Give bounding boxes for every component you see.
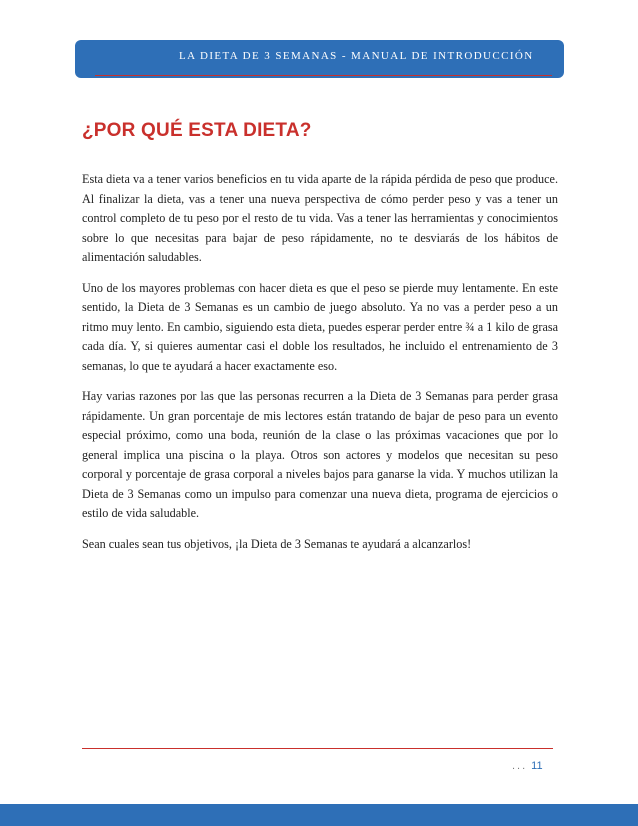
header-bar [75, 40, 564, 78]
paragraph-4: Sean cuales sean tus objetivos, ¡la Dieta de 3 Semanas te ayudará a alcanzarlos! [82, 536, 472, 551]
paragraph-1: Esta dieta va a tener varios beneficios en tu vida aparte de la rápida pérdida de peso que produce. Al finalizar la dieta, vas a tener una nueva perspectiva de cómo perder peso y vas a tener un control completo de tu peso por el resto de tu vida. Vas a tener las herramientas y conocimientos sobre lo que necesitas para bajar de peso rápidamente, no te desviarás de los hábitos de alimentación saludables. [82, 172, 558, 264]
header-title: LA DIETA DE 3 SEMANAS - MANUAL DE INTRODUCCIÓN [179, 50, 534, 62]
paragraph-2: Uno de los mayores problemas con hacer dieta es que el peso se pierde muy lentamente. En este sentido, la Dieta de 3 Semanas es un cambio de juego absoluto. Ya no vas a perder peso a un ritmo muy lento. En cambio, siguiendo esta dieta, puedes esperar perder entre ¾ a 1 kilo de grasa cada día. Y, si quieres aumentar casi el doble los resultados, he incluido el entrenamiento de 3 semanas, lo que te ayudará a hacer exactamente eso. [82, 280, 558, 373]
paragraph-3: Hay varias razones por las que las personas recurren a la Dieta de 3 Semanas para perder grasa rápidamente. Un gran porcentaje de mis lectores están tratando de bajar de peso para un evento especial próximo, como una boda, reunión de la clase o las próximas vacaciones que por lo general implica una piscina o la playa. Otros son actores y modelos que necesitan su peso corporal y porcentaje de grasa corporal a niveles bajos para ganarse la vida. Y muchos utilizan la Dieta de 3 Semanas como un impulso para comenzar una nueva dieta, programa de ejercicios o estilo de vida saludable. [82, 389, 558, 520]
page-number [512, 760, 543, 772]
section-heading: ¿POR QUÉ ESTA DIETA? [82, 120, 312, 141]
footer-divider [82, 748, 553, 749]
page-number-value: 11 [531, 760, 543, 772]
body-text [82, 170, 558, 565]
bottom-bar [0, 804, 638, 826]
header-divider [95, 75, 552, 76]
page-number-dots: ... [512, 760, 528, 772]
